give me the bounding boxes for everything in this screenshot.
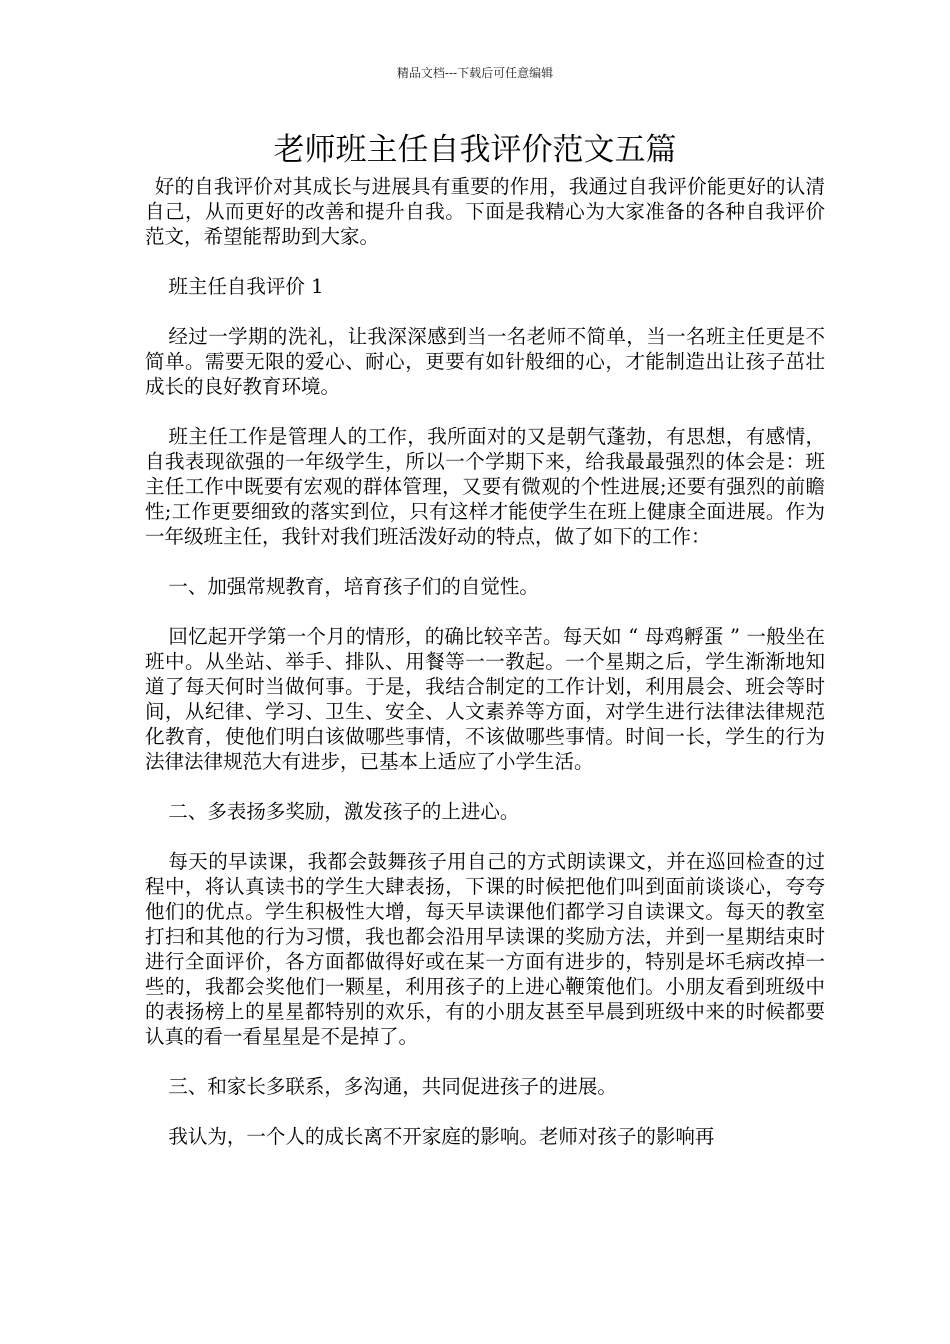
header-note: 精品文档---下载后可任意编辑 [396, 66, 554, 80]
body-paragraph: 班主任工作是管理人的工作，我所面对的又是朝气蓬勃，有思想，有感情，自我表现欲强的一年级学生，所以一个学期下来，给我最最强烈的体会是：班主任工作中既要有宏观的群体管理，又要有微观的个性进展;还要有强烈的前瞻性;工作更要细致的落实到位，只有这样才能使学生在班上健康全面进展。作为一年级班主任，我针对我们班活泼好动的特点，做了如下的工作： [145, 425, 825, 548]
document-title: 老师班主任自我评价范文五篇 [273, 132, 677, 168]
body-paragraph: 经过一学期的洗礼，让我深深感到当一名老师不简单，当一名班主任更是不简单。需要无限的爱心、耐心，更要有如针般细的心，才能制造出让孩子茁壮成长的良好教育环境。 [145, 325, 825, 398]
document-body [145, 174, 825, 1174]
subsection-heading: 一、加强常规教育，培育孩子们的自觉性。 [168, 575, 539, 598]
body-paragraph: 每天的早读课，我都会鼓舞孩子用自己的方式朗读课文，并在巡回检查的过程中，将认真读书的学生大肆表扬，下课的时候把他们叫到面前谈谈心，夸夸他们的优点。学生积极性大增，每天早读课他们都学习自读课文。每天的教室打扫和其他的行为习惯，我也都会沿用早读课的奖励方法，并到一星期结束时进行全面评价，各方面都做得好或在某一方面有进步的，特别是坏毛病改掉一些的，我都会奖他们一颗星，利用孩子的上进心鞭策他们。小朋友看到班级中的表扬榜上的星星都特别的欢乐，有的小朋友甚至早晨到班级中来的时候都要认真的看一看星星是不是掉了。 [145, 850, 825, 1048]
intro-paragraph: 好的自我评价对其成长与进展具有重要的作用，我通过自我评价能更好的认清自己，从而更好的改善和提升自我。下面是我精心为大家准备的各种自我评价范文，希望能帮助到大家。 [145, 175, 825, 248]
body-paragraph: 回忆起开学第一个月的情形，的确比较辛苦。每天如 “ 母鸡孵蛋 ” 一般坐在班中。从坐站、举手、排队、用餐等一一教起。一个星期之后，学生渐渐地知道了每天何时当做何事。于是，我结合制定的工作计划，利用晨会、班会等时间，从纪律、学习、卫生、安全、人文素养等方面，对学生进行法律法律规范化教育，使他们明白该做哪些事情，不该做哪些事情。时间一长，学生的行为法律法律规范大有进步，已基本上适应了小学生活。 [145, 625, 825, 773]
subsection-heading: 二、多表扬多奖励，激发孩子的上进心。 [168, 800, 520, 823]
section-heading: 班主任自我评价 1 [168, 275, 324, 298]
body-paragraph: 我认为，一个人的成长离不开家庭的影响。老师对孩子的影响再 [168, 1125, 715, 1148]
subsection-heading: 三、和家长多联系，多沟通，共同促进孩子的进展。 [168, 1075, 617, 1098]
